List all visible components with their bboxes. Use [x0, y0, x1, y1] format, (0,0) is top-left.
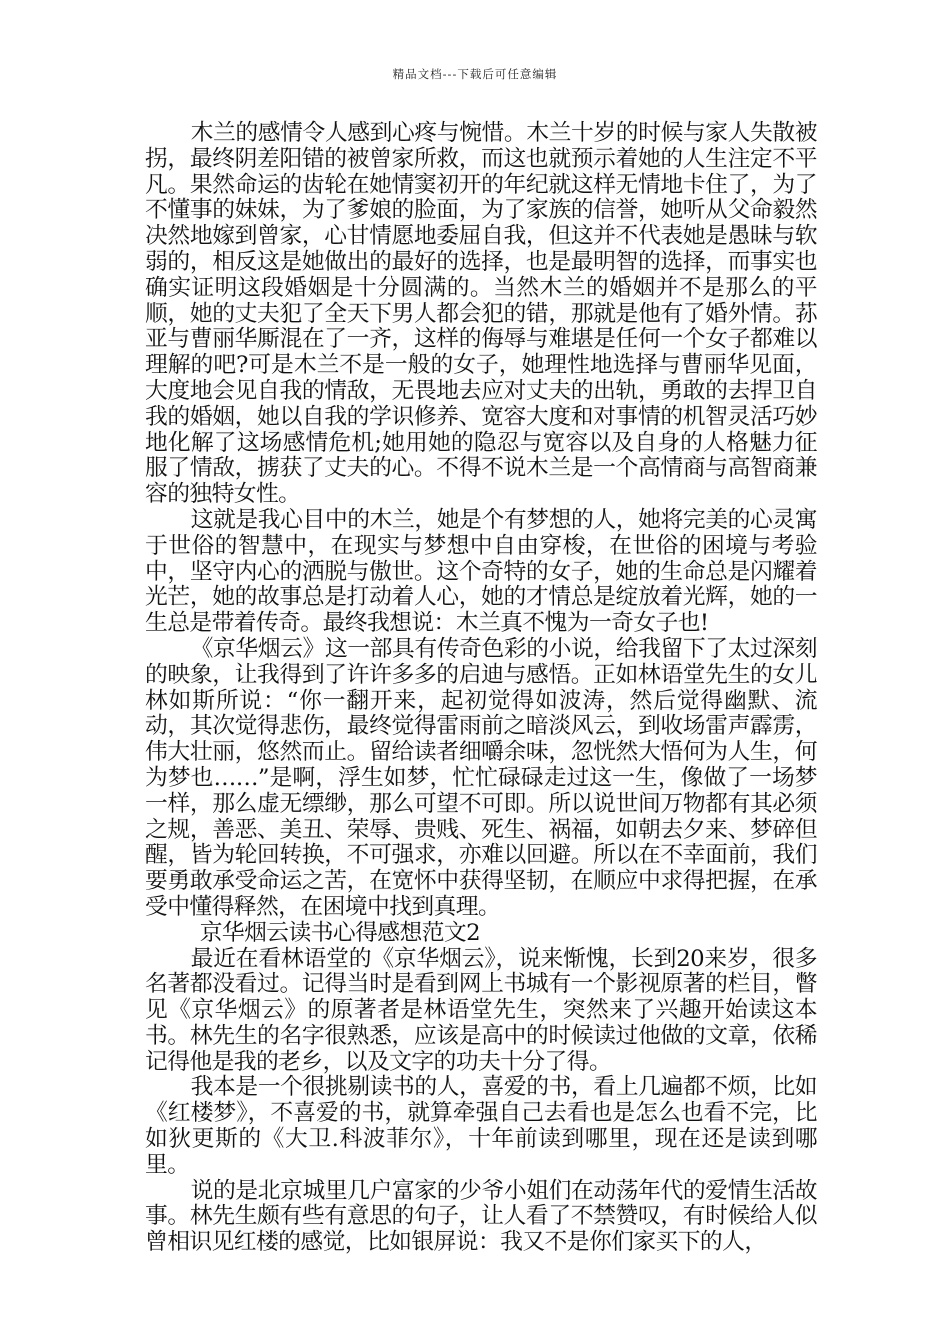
paragraph-mulan-ideal: 这就是我心目中的木兰，她是个有梦想的人，她将完美的心灵寓于世俗的智慧中，在现实与梦想中自由穿梭，在世俗的困境与考验中，坚守内心的洒脱与傲世。这个奇特的女子，她的生命总是闪耀着光芒，她的故事总是打动着人心，她的才情总是绽放着光辉，她的一生总是带着传奇。最终我想说：木兰真不愧为一奇女子也!	[145, 506, 817, 637]
document-body	[145, 121, 817, 1256]
paragraph-reading-lin-yutang: 最近在看林语堂的《京华烟云》，说来惭愧，长到20来岁，很多名著都没看过。记得当时是看到网上书城有一个影视原著的栏目，瞥见《京华烟云》的原著者是林语堂先生，突然来了兴趣开始读这本书。林先生的名字很熟悉，应该是高中的时候读过他做的文章，依稀记得他是我的老乡，以及文字的功夫十分了得。	[145, 945, 817, 1075]
paragraph-novel-impression: 《京华烟云》这一部具有传奇色彩的小说，给我留下了太过深刻的映象，让我得到了许许多多的启迪与感悟。正如林语堂先生的女儿林如斯所说：“你一翻开来，起初觉得如波涛，然后觉得幽默、流动，其次觉得悲伤，最终觉得雷雨前之暗淡风云，到收场雷声霹雳，伟大壮丽，悠然而止。留给读者细嚼余味，忽恍然大悟何为人生，何为梦也……”是啊，浮生如梦，忙忙碌碌走过这一生，像做了一场梦一样，那么虚无缥缈，那么可望不可即。所以说世间万物都有其必须之规，善恶、美丑、荣辱、贵贱、死生、祸福，如朝去夕来、梦碎但醒，皆为轮回转换，不可强求，亦难以回避。所以在不幸面前，我们要勇敢承受命运之苦，在宽怀中获得坚韧，在顺应中求得把握，在承受中懂得释然，在困境中找到真理。	[145, 635, 817, 920]
paragraph-story-summary: 说的是北京城里几户富家的少爷小姐们在动荡年代的爱情生活故事。林先生颇有些有意思的句子，让人看了不禁赞叹，有时候给人似曾相识见红楼的感觉，比如银屏说：我又不是你们家买下的人，	[145, 1177, 817, 1256]
section-title: 京华烟云读书心得感想范文2	[199, 919, 480, 946]
paragraph-mulan-feelings: 木兰的感情令人感到心疼与惋惜。木兰十岁的时候与家人失散被拐，最终阴差阳错的被曾家所救，而这也就预示着她的人生注定不平凡。果然命运的齿轮在她情窦初开的年纪就这样无情地卡住了，为了不懂事的妹妹，为了爹娘的脸面，为了家族的信誉，她听从父命毅然决然地嫁到曾家，心甘情愿地委屈自我，但这并不代表她是愚昧与软弱的，相反这是她做出的最好的选择，也是最明智的选择，而事实也确实证明这段婚姻是十分圆满的。当然木兰的婚姻并不是那么的平顺，她的丈夫犯了全天下男人都会犯的错，那就是他有了婚外情。荪亚与曹丽华厮混在了一齐，这样的侮辱与难堪是任何一个女子都难以理解的吧?可是木兰不是一般的女子，她理性地选择与曹丽华见面，大度地会见自我的情敌，无畏地去应对丈夫的出轨，勇敢的去捍卫自我的婚姻，她以自我的学识修养、宽容大度和对事情的机智灵活巧妙地化解了这场感情危机;她用她的隐忍与宽容以及自身的人格魅力征服了情敌，掳获了丈夫的心。不得不说木兰是一个高情商与高智商兼容的独特女性。	[145, 120, 817, 508]
page-header: 精品文档---下载后可任意编辑	[392, 67, 558, 81]
paragraph-picky-reader: 我本是一个很挑剔读书的人，喜爱的书，看上几遍都不烦，比如《红楼梦》，不喜爱的书，就算牵强自己去看也是怎么也看不完，比如狄更斯的《大卫.科波菲尔》，十年前读到哪里，现在还是读到哪里。	[145, 1074, 817, 1178]
